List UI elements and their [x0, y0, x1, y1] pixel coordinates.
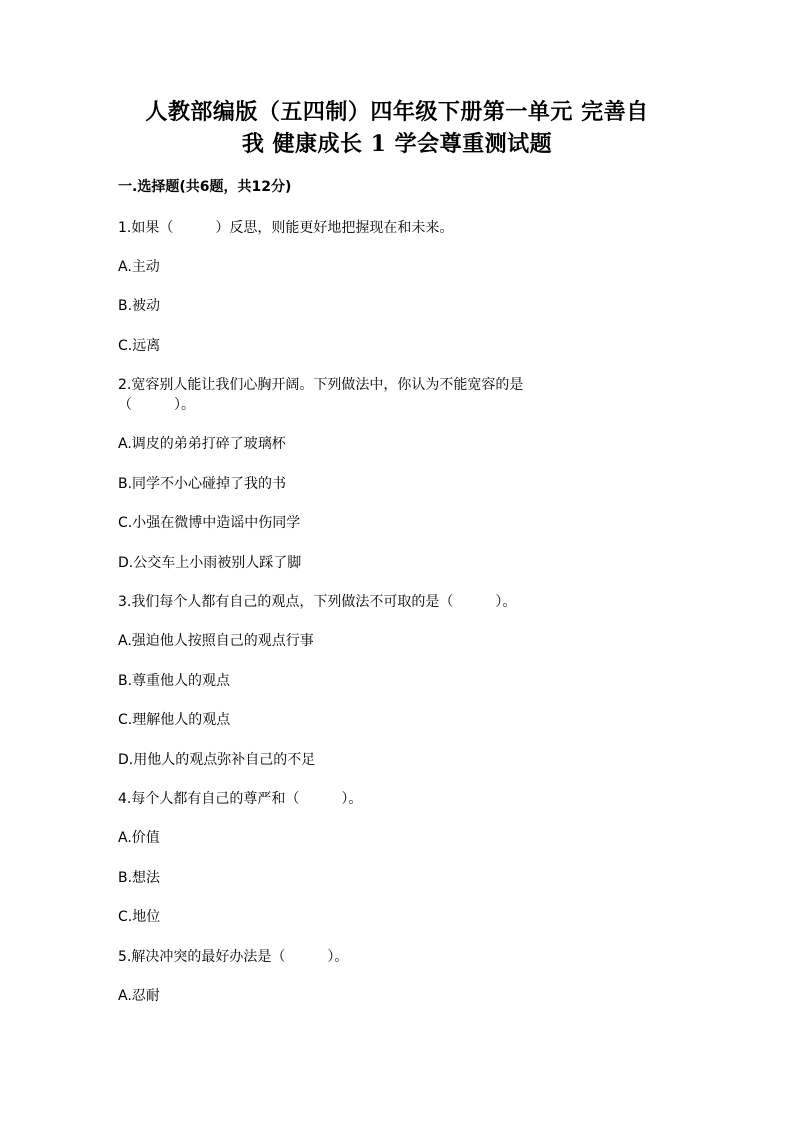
question-5-stem: 5.解决冲突的最好办法是（ ）。 — [118, 949, 349, 965]
question-4-stem: 4.每个人都有自己的尊严和（ ）。 — [118, 791, 363, 807]
question-1-option-c: C.远离 — [118, 338, 161, 354]
question-3-option-c: C.理解他人的观点 — [118, 712, 231, 728]
question-4-option-a: A.价值 — [118, 830, 160, 846]
question-3-option-a: A.强迫他人按照自己的观点行事 — [118, 633, 314, 649]
question-4-option-b: B.想法 — [118, 870, 161, 886]
question-1-option-b: B.被动 — [118, 298, 161, 314]
question-2-option-d: D.公交车上小雨被别人踩了脚 — [118, 555, 302, 571]
question-1-option-a: A.主动 — [118, 259, 160, 275]
question-3-option-b: B.尊重他人的观点 — [118, 673, 231, 689]
question-3-stem: 3.我们每个人都有自己的观点，下列做法不可取的是（ ）。 — [118, 594, 517, 610]
document-title-line-1: 人教部编版（五四制）四年级下册第一单元 完善自 — [145, 99, 649, 125]
question-1-stem: 1.如果（ ）反思，则能更好地把握现在和未来。 — [118, 220, 454, 236]
question-3-option-d: D.用他人的观点弥补自己的不足 — [118, 752, 316, 768]
question-4-option-c: C.地位 — [118, 909, 161, 925]
question-2-option-a: A.调皮的弟弟打碎了玻璃杯 — [118, 436, 286, 452]
document-title-line-2: 我 健康成长 1 学会尊重测试题 — [241, 131, 553, 157]
section-heading: 一.选择题(共6题，共12分) — [118, 179, 292, 195]
question-2-stem-line-2: （ ）。 — [118, 397, 195, 413]
question-5-option-a: A.忍耐 — [118, 988, 160, 1004]
question-2-stem-line-1: 2.宽容别人能让我们心胸开阔。下列做法中，你认为不能宽容的是 — [118, 377, 524, 393]
question-2-option-b: B.同学不小心碰掉了我的书 — [118, 476, 287, 492]
question-2-option-c: C.小强在微博中造谣中伤同学 — [118, 515, 301, 531]
